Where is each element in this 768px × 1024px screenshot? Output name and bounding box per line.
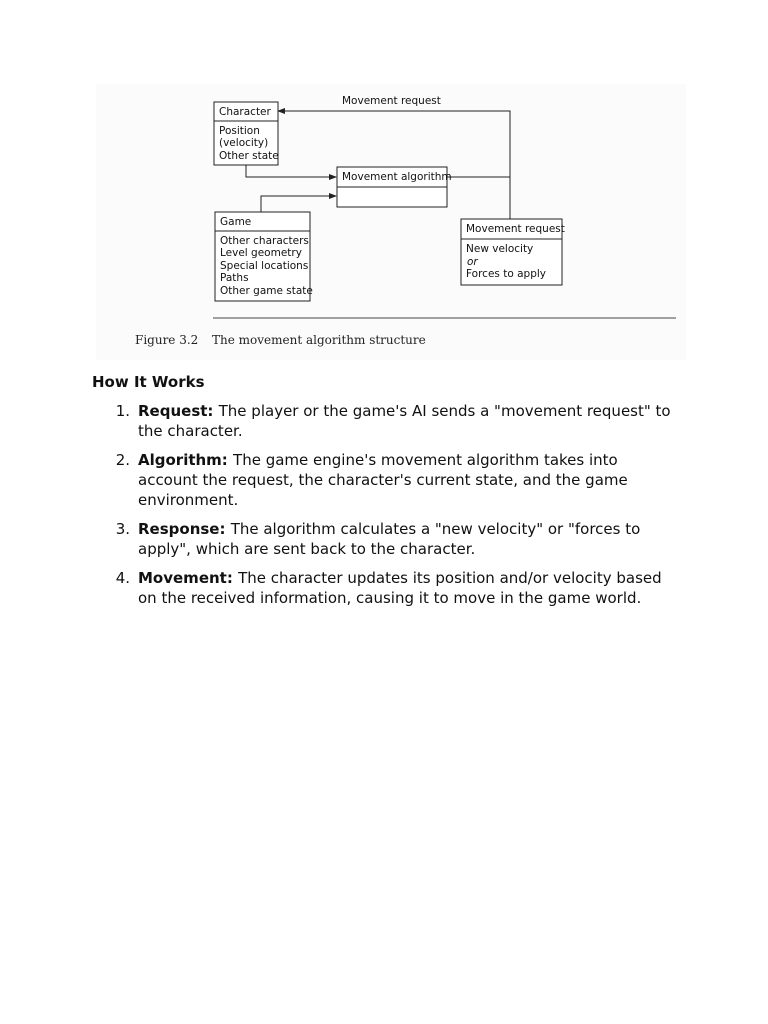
game-to-algorithm-arrow: [261, 196, 336, 212]
step-number: 1.: [115, 402, 130, 420]
movement-request-arrow-label: Movement request: [342, 95, 441, 107]
step-text: The character updates its position and/or velocity based on the received information, causing it to move in the game world.: [138, 569, 662, 607]
movement-request-box-line: Forces to apply: [466, 268, 546, 280]
movement-request-box-line: or: [467, 256, 478, 268]
movement-request-box: [461, 219, 565, 285]
character-box-title: Character: [219, 106, 271, 118]
movement-diagram: [96, 84, 686, 360]
game-box: [215, 212, 313, 301]
step-text: The player or the game's AI sends a "movement request" to the character.: [138, 402, 671, 440]
character-box-line: Other state: [219, 150, 279, 162]
game-box-title: Game: [220, 216, 252, 228]
game-box-line: Special locations: [220, 260, 309, 272]
movement-algorithm-figure: [96, 84, 686, 360]
game-box-line: Other game state: [220, 285, 313, 297]
step-text: The game engine's movement algorithm takes into account the request, the character's current state, and the game environment.: [138, 451, 628, 509]
list-item: [92, 450, 672, 510]
movement-request-box-title: Movement request: [466, 223, 565, 235]
section-heading: How It Works: [92, 373, 205, 391]
movement-algorithm-box: [337, 167, 452, 207]
step-number: 4.: [115, 569, 130, 587]
character-box: [214, 102, 279, 165]
step-term: Request:: [138, 402, 219, 420]
figure-caption: The movement algorithm structure: [212, 333, 426, 347]
step-term: Response:: [138, 520, 231, 538]
steps-list: [92, 401, 672, 617]
character-to-algorithm-arrow: [246, 165, 336, 177]
movement-request-box-line: New velocity: [466, 243, 534, 255]
step-text: The algorithm calculates a "new velocity" or "forces to apply", which are sent back to the character.: [138, 520, 641, 558]
step-number: 3.: [115, 520, 130, 538]
step-term: Algorithm:: [138, 451, 234, 469]
movement-algorithm-box-title: Movement algorithm: [342, 171, 452, 183]
list-item: [92, 568, 672, 608]
character-box-line: (velocity): [219, 137, 269, 149]
list-item: [92, 401, 672, 441]
step-term: Movement:: [138, 569, 239, 587]
game-box-line: Level geometry: [220, 247, 302, 259]
game-box-line: Other characters: [220, 235, 309, 247]
list-item: [92, 519, 672, 559]
game-box-line: Paths: [220, 272, 249, 284]
figure-number: Figure 3.2: [135, 333, 199, 347]
step-number: 2.: [115, 451, 130, 469]
character-box-line: Position: [219, 125, 260, 137]
